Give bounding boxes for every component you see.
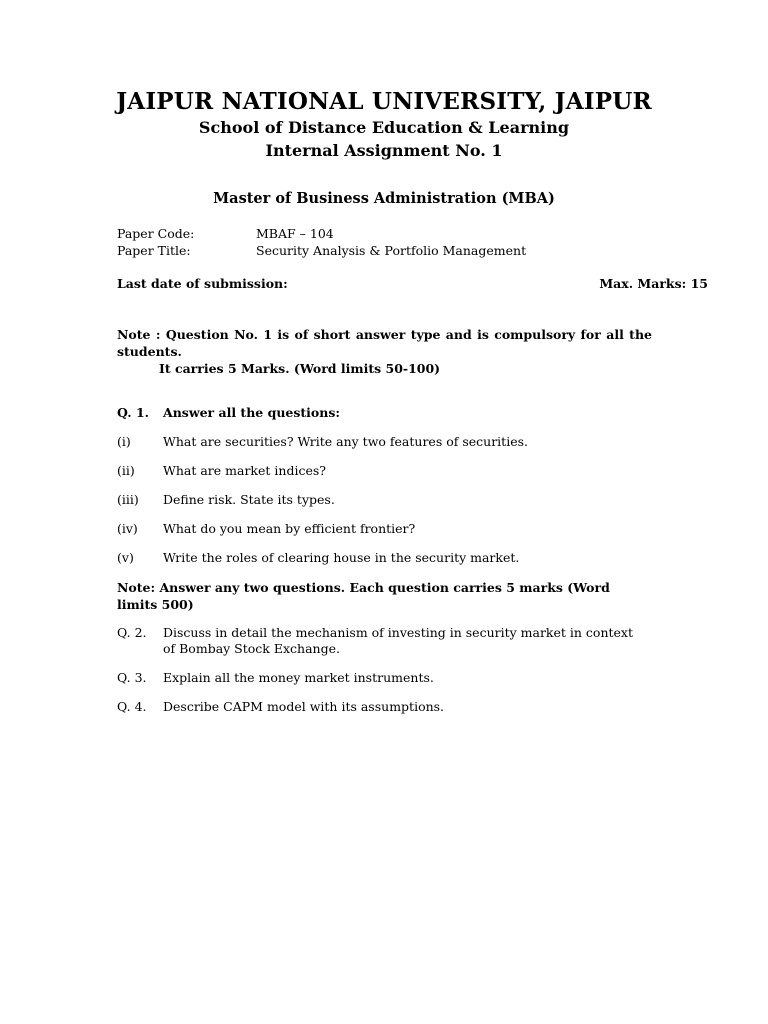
assignment-number: Internal Assignment No. 1 [265, 141, 503, 160]
item-text: Write the roles of clearing house in the security market. [163, 550, 520, 565]
question-number: Q. 1. [117, 405, 150, 420]
school-name: School of Distance Education & Learning [198, 118, 570, 137]
university-title: JAIPUR NATIONAL UNIVERSITY, JAIPUR [116, 88, 652, 115]
item-text: What are securities? Write any two features of securities. [163, 434, 528, 449]
question-text: Describe CAPM model with its assumptions. [163, 699, 445, 714]
note-short-answer-text: Note : Question No. 1 is of short answer type and is compulsory for all the students. [117, 327, 652, 359]
item-number: (v) [117, 550, 134, 565]
program-name: Master of Business Administration (MBA) [213, 190, 555, 207]
question-text: Discuss in detail the mechanism of investing in security market in context of Bombay Stock Exchange. [163, 625, 633, 656]
item-text: Define risk. State its types. [163, 492, 335, 507]
item-text: What do you mean by efficient frontier? [163, 521, 416, 536]
item-number: (iv) [117, 521, 138, 536]
last-date-label: Last date of submission: [117, 276, 288, 291]
note-short-answer-marks: It carries 5 Marks. (Word limits 50-100) [159, 361, 441, 376]
paper-code-label: Paper Code: [117, 226, 195, 241]
item-number: (iii) [117, 492, 139, 507]
question-number: Q. 3. [117, 670, 147, 685]
question-number: Q. 4. [117, 699, 147, 714]
max-marks: Max. Marks: 15 [599, 276, 708, 291]
paper-code-value: MBAF – 104 [256, 226, 334, 241]
paper-title-label: Paper Title: [117, 243, 191, 258]
item-number: (ii) [117, 463, 135, 478]
item-text: What are market indices? [163, 463, 326, 478]
question-number: Q. 2. [117, 625, 147, 640]
paper-title-value: Security Analysis & Portfolio Management [256, 243, 527, 258]
question-text: Explain all the money market instruments. [163, 670, 434, 685]
item-number: (i) [117, 434, 131, 449]
question-heading: Answer all the questions: [163, 405, 341, 420]
note-long-answer: Note: Answer any two questions. Each question carries 5 marks (Word limits 500) [117, 580, 610, 612]
note-short-answer [117, 326, 652, 377]
